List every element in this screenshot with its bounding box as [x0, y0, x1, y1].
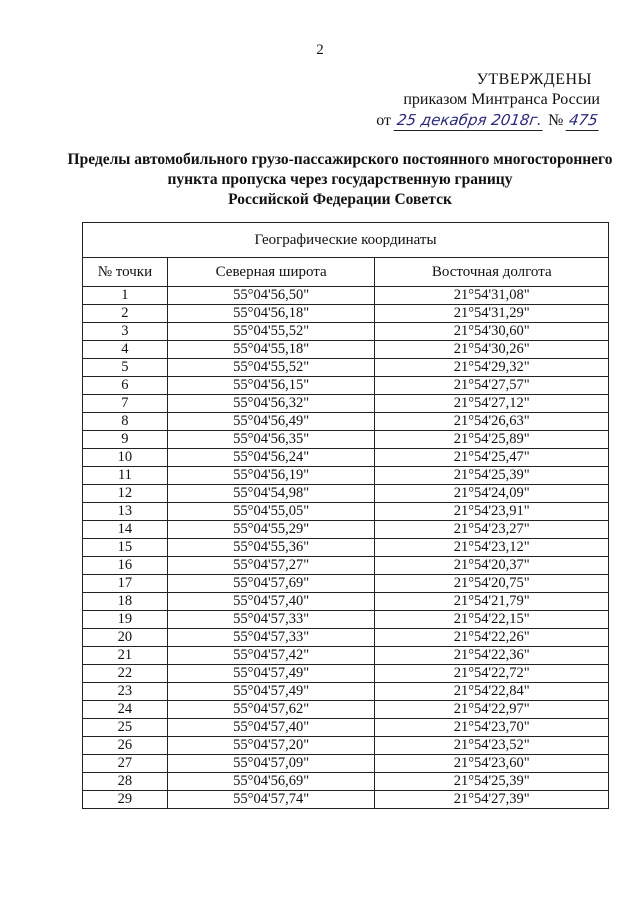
table-body: [83, 287, 609, 809]
table-row: [83, 701, 609, 719]
point-number-cell: 20: [83, 629, 168, 647]
latitude-cell: 55°04'56,32": [167, 395, 375, 413]
table-row: [83, 647, 609, 665]
longitude-cell: 21°54'24,09": [375, 485, 609, 503]
point-number-cell: 11: [83, 467, 168, 485]
point-number-cell: 16: [83, 557, 168, 575]
longitude-cell: 21°54'22,26": [375, 629, 609, 647]
latitude-cell: 55°04'55,18": [167, 341, 375, 359]
point-number-cell: 18: [83, 593, 168, 611]
point-number-cell: 23: [83, 683, 168, 701]
table-row: [83, 449, 609, 467]
latitude-cell: 55°04'55,52": [167, 323, 375, 341]
point-number-cell: 15: [83, 539, 168, 557]
longitude-cell: 21°54'27,12": [375, 395, 609, 413]
point-number-cell: 7: [83, 395, 168, 413]
table-row: [83, 305, 609, 323]
point-number-cell: 27: [83, 755, 168, 773]
longitude-cell: 21°54'31,08": [375, 287, 609, 305]
latitude-cell: 55°04'55,29": [167, 521, 375, 539]
column-header-longitude: Восточная долгота: [375, 258, 609, 287]
longitude-cell: 21°54'25,39": [375, 773, 609, 791]
latitude-cell: 55°04'57,33": [167, 629, 375, 647]
point-number-cell: 5: [83, 359, 168, 377]
table-row: [83, 521, 609, 539]
longitude-cell: 21°54'22,36": [375, 647, 609, 665]
latitude-cell: 55°04'54,98": [167, 485, 375, 503]
longitude-cell: 21°54'22,84": [375, 683, 609, 701]
point-number-cell: 12: [83, 485, 168, 503]
latitude-cell: 55°04'57,27": [167, 557, 375, 575]
longitude-cell: 21°54'30,26": [375, 341, 609, 359]
latitude-cell: 55°04'56,18": [167, 305, 375, 323]
latitude-cell: 55°04'57,49": [167, 683, 375, 701]
table-row: [83, 575, 609, 593]
point-number-cell: 28: [83, 773, 168, 791]
point-number-cell: 26: [83, 737, 168, 755]
approval-order-line: приказом Минтранса России: [403, 91, 600, 108]
longitude-cell: 21°54'21,79": [375, 593, 609, 611]
table-row: [83, 611, 609, 629]
longitude-cell: 21°54'25,89": [375, 431, 609, 449]
table-row: [83, 791, 609, 809]
title-line-3: Российской Федерации Советск: [228, 191, 452, 208]
latitude-cell: 55°04'56,69": [167, 773, 375, 791]
table-row: [83, 287, 609, 305]
handwritten-date: 25 декабря 2018г.: [394, 110, 546, 131]
from-prefix: от: [376, 112, 391, 129]
table-row: [83, 539, 609, 557]
latitude-cell: 55°04'57,49": [167, 665, 375, 683]
table-row: [83, 665, 609, 683]
point-number-cell: 19: [83, 611, 168, 629]
table-row: [83, 593, 609, 611]
table-row: [83, 557, 609, 575]
title-line-1: Пределы автомобильного грузо-пассажирского постоянного многостороннего: [67, 151, 613, 168]
table-row: [83, 395, 609, 413]
longitude-cell: 21°54'20,75": [375, 575, 609, 593]
table-row: [83, 737, 609, 755]
latitude-cell: 55°04'56,24": [167, 449, 375, 467]
latitude-cell: 55°04'55,52": [167, 359, 375, 377]
table-row: [83, 323, 609, 341]
table-row: [83, 629, 609, 647]
latitude-cell: 55°04'56,19": [167, 467, 375, 485]
longitude-cell: 21°54'22,72": [375, 665, 609, 683]
longitude-cell: 21°54'31,29": [375, 305, 609, 323]
latitude-cell: 55°04'57,40": [167, 593, 375, 611]
table-row: [83, 377, 609, 395]
longitude-cell: 21°54'30,60": [375, 323, 609, 341]
longitude-cell: 21°54'20,37": [375, 557, 609, 575]
point-number-cell: 2: [83, 305, 168, 323]
point-number-cell: 13: [83, 503, 168, 521]
table-row: [83, 503, 609, 521]
point-number-cell: 4: [83, 341, 168, 359]
latitude-cell: 55°04'55,05": [167, 503, 375, 521]
latitude-cell: 55°04'57,33": [167, 611, 375, 629]
point-number-cell: 8: [83, 413, 168, 431]
longitude-cell: 21°54'23,60": [375, 755, 609, 773]
approval-reference-line: [376, 110, 600, 131]
latitude-cell: 55°04'55,36": [167, 539, 375, 557]
longitude-cell: 21°54'27,39": [375, 791, 609, 809]
longitude-cell: 21°54'22,15": [375, 611, 609, 629]
table-row: [83, 359, 609, 377]
table-row: [83, 773, 609, 791]
longitude-cell: 21°54'26,63": [375, 413, 609, 431]
approval-block: [376, 70, 600, 131]
longitude-cell: 21°54'23,12": [375, 539, 609, 557]
point-number-cell: 1: [83, 287, 168, 305]
document-title: [40, 150, 640, 210]
table-row: [83, 719, 609, 737]
longitude-cell: 21°54'25,47": [375, 449, 609, 467]
point-number-cell: 9: [83, 431, 168, 449]
number-prefix: №: [548, 112, 564, 129]
latitude-cell: 55°04'57,20": [167, 737, 375, 755]
column-header-point-number: № точки: [83, 258, 168, 287]
point-number-cell: 14: [83, 521, 168, 539]
table-row: [83, 683, 609, 701]
point-number-cell: 22: [83, 665, 168, 683]
column-header-latitude: Северная широта: [167, 258, 375, 287]
latitude-cell: 55°04'56,50": [167, 287, 375, 305]
page-number: 2: [316, 42, 324, 58]
point-number-cell: 25: [83, 719, 168, 737]
latitude-cell: 55°04'57,40": [167, 719, 375, 737]
table-row: [83, 485, 609, 503]
longitude-cell: 21°54'29,32": [375, 359, 609, 377]
longitude-cell: 21°54'23,52": [375, 737, 609, 755]
longitude-cell: 21°54'25,39": [375, 467, 609, 485]
latitude-cell: 55°04'57,09": [167, 755, 375, 773]
point-number-cell: 29: [83, 791, 168, 809]
table-row: [83, 413, 609, 431]
point-number-cell: 6: [83, 377, 168, 395]
latitude-cell: 55°04'57,42": [167, 647, 375, 665]
longitude-cell: 21°54'23,91": [375, 503, 609, 521]
point-number-cell: 21: [83, 647, 168, 665]
point-number-cell: 24: [83, 701, 168, 719]
point-number-cell: 3: [83, 323, 168, 341]
latitude-cell: 55°04'57,69": [167, 575, 375, 593]
handwritten-order-number: 475: [566, 110, 602, 131]
table-group-header: Географические координаты: [83, 223, 609, 258]
longitude-cell: 21°54'22,97": [375, 701, 609, 719]
longitude-cell: 21°54'23,27": [375, 521, 609, 539]
latitude-cell: 55°04'57,74": [167, 791, 375, 809]
latitude-cell: 55°04'56,49": [167, 413, 375, 431]
latitude-cell: 55°04'56,35": [167, 431, 375, 449]
table-row: [83, 467, 609, 485]
title-line-2: пункта пропуска через государственную границу: [167, 171, 513, 188]
approval-heading: УТВЕРЖДЕНЫ: [476, 71, 592, 88]
coordinates-table: [82, 222, 609, 809]
point-number-cell: 10: [83, 449, 168, 467]
latitude-cell: 55°04'57,62": [167, 701, 375, 719]
table-row: [83, 755, 609, 773]
table-row: [83, 341, 609, 359]
longitude-cell: 21°54'27,57": [375, 377, 609, 395]
longitude-cell: 21°54'23,70": [375, 719, 609, 737]
point-number-cell: 17: [83, 575, 168, 593]
table-row: [83, 431, 609, 449]
latitude-cell: 55°04'56,15": [167, 377, 375, 395]
